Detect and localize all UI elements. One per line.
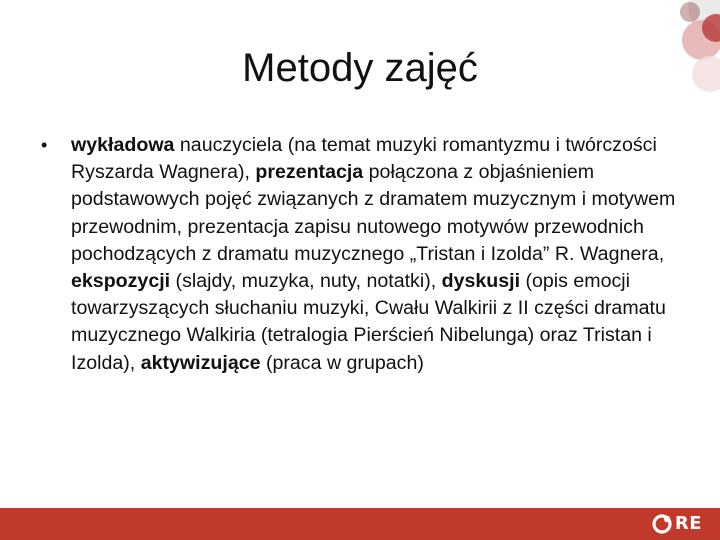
bullet-dot-icon: •: [41, 135, 48, 155]
bold-term: aktywizujące: [140, 351, 261, 374]
text-run: (opis emocji towarzyszących słuchaniu muzyki, Cwału Walkirii z II części dramatu muzycznego Walkiria (tetralogia Pierścień Nibelunga) oraz Tristan i Izolda),: [71, 270, 666, 374]
ore-logo: [651, 512, 702, 536]
text-run: (slajdy, muzyka, nuty, notatki),: [170, 270, 442, 293]
bold-term: wykładowa: [71, 134, 175, 156]
bold-term: ekspozycji: [71, 270, 171, 293]
text-run: nauczyciela (na temat muzyki romantyzmu i twórczości Ryszarda Wagnera),: [71, 134, 657, 184]
text-run: (praca w grupach): [260, 351, 424, 374]
bullet-item: [40, 132, 690, 377]
text-run: połączona z objaśnieniem podstawowych pojęć związanych z dramatem muzycznym i motywem przewodnim, prezentacja zapisu nutowego motywów przewodnich pochodzących z dramatu muzycznego „Tristan i Izolda” R. Wagnera,: [71, 161, 676, 265]
ore-logo-icon: [651, 513, 673, 535]
bold-term: prezentacja: [255, 161, 364, 184]
logo-text: RE: [674, 513, 702, 534]
bold-term: dyskusji: [441, 270, 521, 293]
slide-content: [40, 132, 690, 377]
slide-title: Metody zajęć: [242, 46, 478, 90]
footer-bar: [0, 508, 720, 540]
